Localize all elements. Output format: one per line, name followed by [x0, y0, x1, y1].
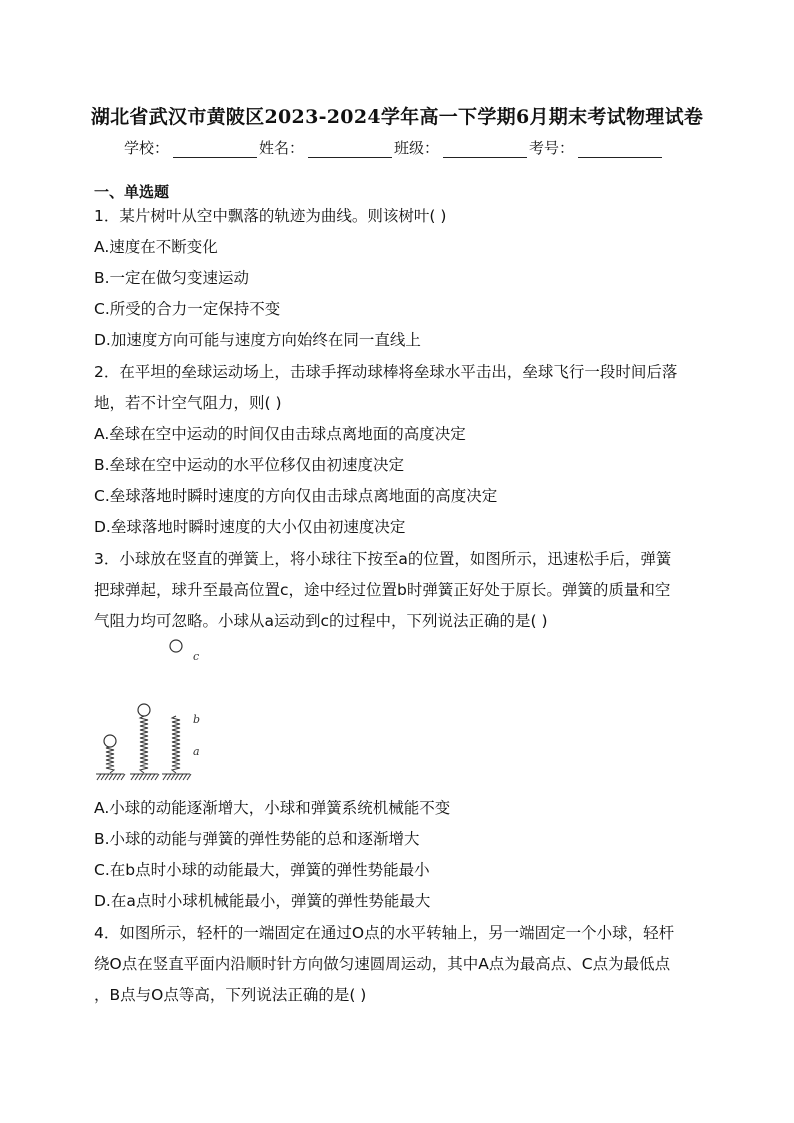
q2-option-d: D.垒球落地时瞬时速度的大小仅由初速度决定 — [94, 518, 406, 536]
ground-bases — [96, 774, 191, 780]
class-label: 班级： — [394, 139, 440, 157]
label-a: a — [193, 745, 200, 758]
q2-option-b: B.垒球在空中运动的水平位移仅由初速度决定 — [94, 456, 405, 474]
q1-stem: 1．某片树叶从空中飘落的轨迹为曲线。则该树叶( ) — [94, 207, 447, 225]
q4-stem-line2: 绕O点在竖直平面内沿顺时针方向做匀速圆周运动，其中A点为最高点、C点为最低点 — [94, 955, 671, 973]
label-b: b — [193, 713, 201, 726]
ball-b — [138, 704, 150, 716]
number-label: 考号： — [529, 139, 575, 157]
number-blank — [578, 139, 662, 158]
q4-stem-line1: 4．如图所示，轻杆的一端固定在通过O点的水平转轴上，另一端固定一个小球，轻杆 — [94, 924, 675, 942]
spring-ball-figure — [94, 636, 224, 784]
q3-option-b: B.小球的动能与弹簧的弹性势能的总和逐渐增大 — [94, 830, 420, 848]
label-c: c — [193, 650, 200, 663]
q3-option-a: A.小球的动能逐渐增大，小球和弹簧系统机械能不变 — [94, 799, 451, 817]
name-blank — [308, 139, 392, 158]
ball-c — [170, 640, 182, 652]
q1-option-b: B.一定在做匀变速运动 — [94, 269, 250, 287]
q2-option-c: C.垒球落地时瞬时速度的方向仅由击球点离地面的高度决定 — [94, 487, 498, 505]
student-info-row — [124, 134, 664, 158]
spring-original-length — [172, 716, 180, 773]
q1-option-c: C.所受的合力一定保持不变 — [94, 300, 281, 318]
q3-stem-line1: 3．小球放在竖直的弹簧上，将小球往下按至a的位置，如图所示，迅速松手后，弹簧 — [94, 550, 672, 568]
school-label: 学校： — [124, 139, 170, 157]
q2-stem-line2: 地，若不计空气阻力，则( ) — [94, 394, 282, 412]
name-label: 姓名： — [259, 139, 305, 157]
q4-stem-line3: ，B点与O点等高，下列说法正确的是( ) — [94, 986, 367, 1004]
q2-stem-line1: 2．在平坦的垒球运动场上，击球手挥动球棒将垒球水平击出，垒球飞行一段时间后落 — [94, 363, 678, 381]
q1-option-d: D.加速度方向可能与速度方向始终在同一直线上 — [94, 331, 421, 349]
q2-option-a: A.垒球在空中运动的时间仅由击球点离地面的高度决定 — [94, 425, 466, 443]
spring-middle — [140, 716, 148, 773]
class-blank — [443, 139, 527, 158]
q1-option-a: A.速度在不断变化 — [94, 238, 218, 256]
school-blank — [173, 139, 257, 158]
spring-compressed — [106, 747, 114, 773]
q3-option-d: D.在a点时小球机械能最小，弹簧的弹性势能最大 — [94, 892, 431, 910]
q3-stem-line2: 把球弹起，球升至最高位置c，途中经过位置b时弹簧正好处于原长。弹簧的质量和空 — [94, 581, 671, 599]
page-title: 湖北省武汉市黄陂区2023-2024学年高一下学期6月期末考试物理试卷 — [90, 106, 704, 128]
q3-option-c: C.在b点时小球的动能最大，弹簧的弹性势能最小 — [94, 861, 430, 879]
q3-stem-line3: 气阻力均可忽略。小球从a运动到c的过程中，下列说法正确的是( ) — [94, 612, 548, 630]
section-heading: 一、单选题 — [94, 183, 170, 201]
ball-a — [104, 735, 116, 747]
